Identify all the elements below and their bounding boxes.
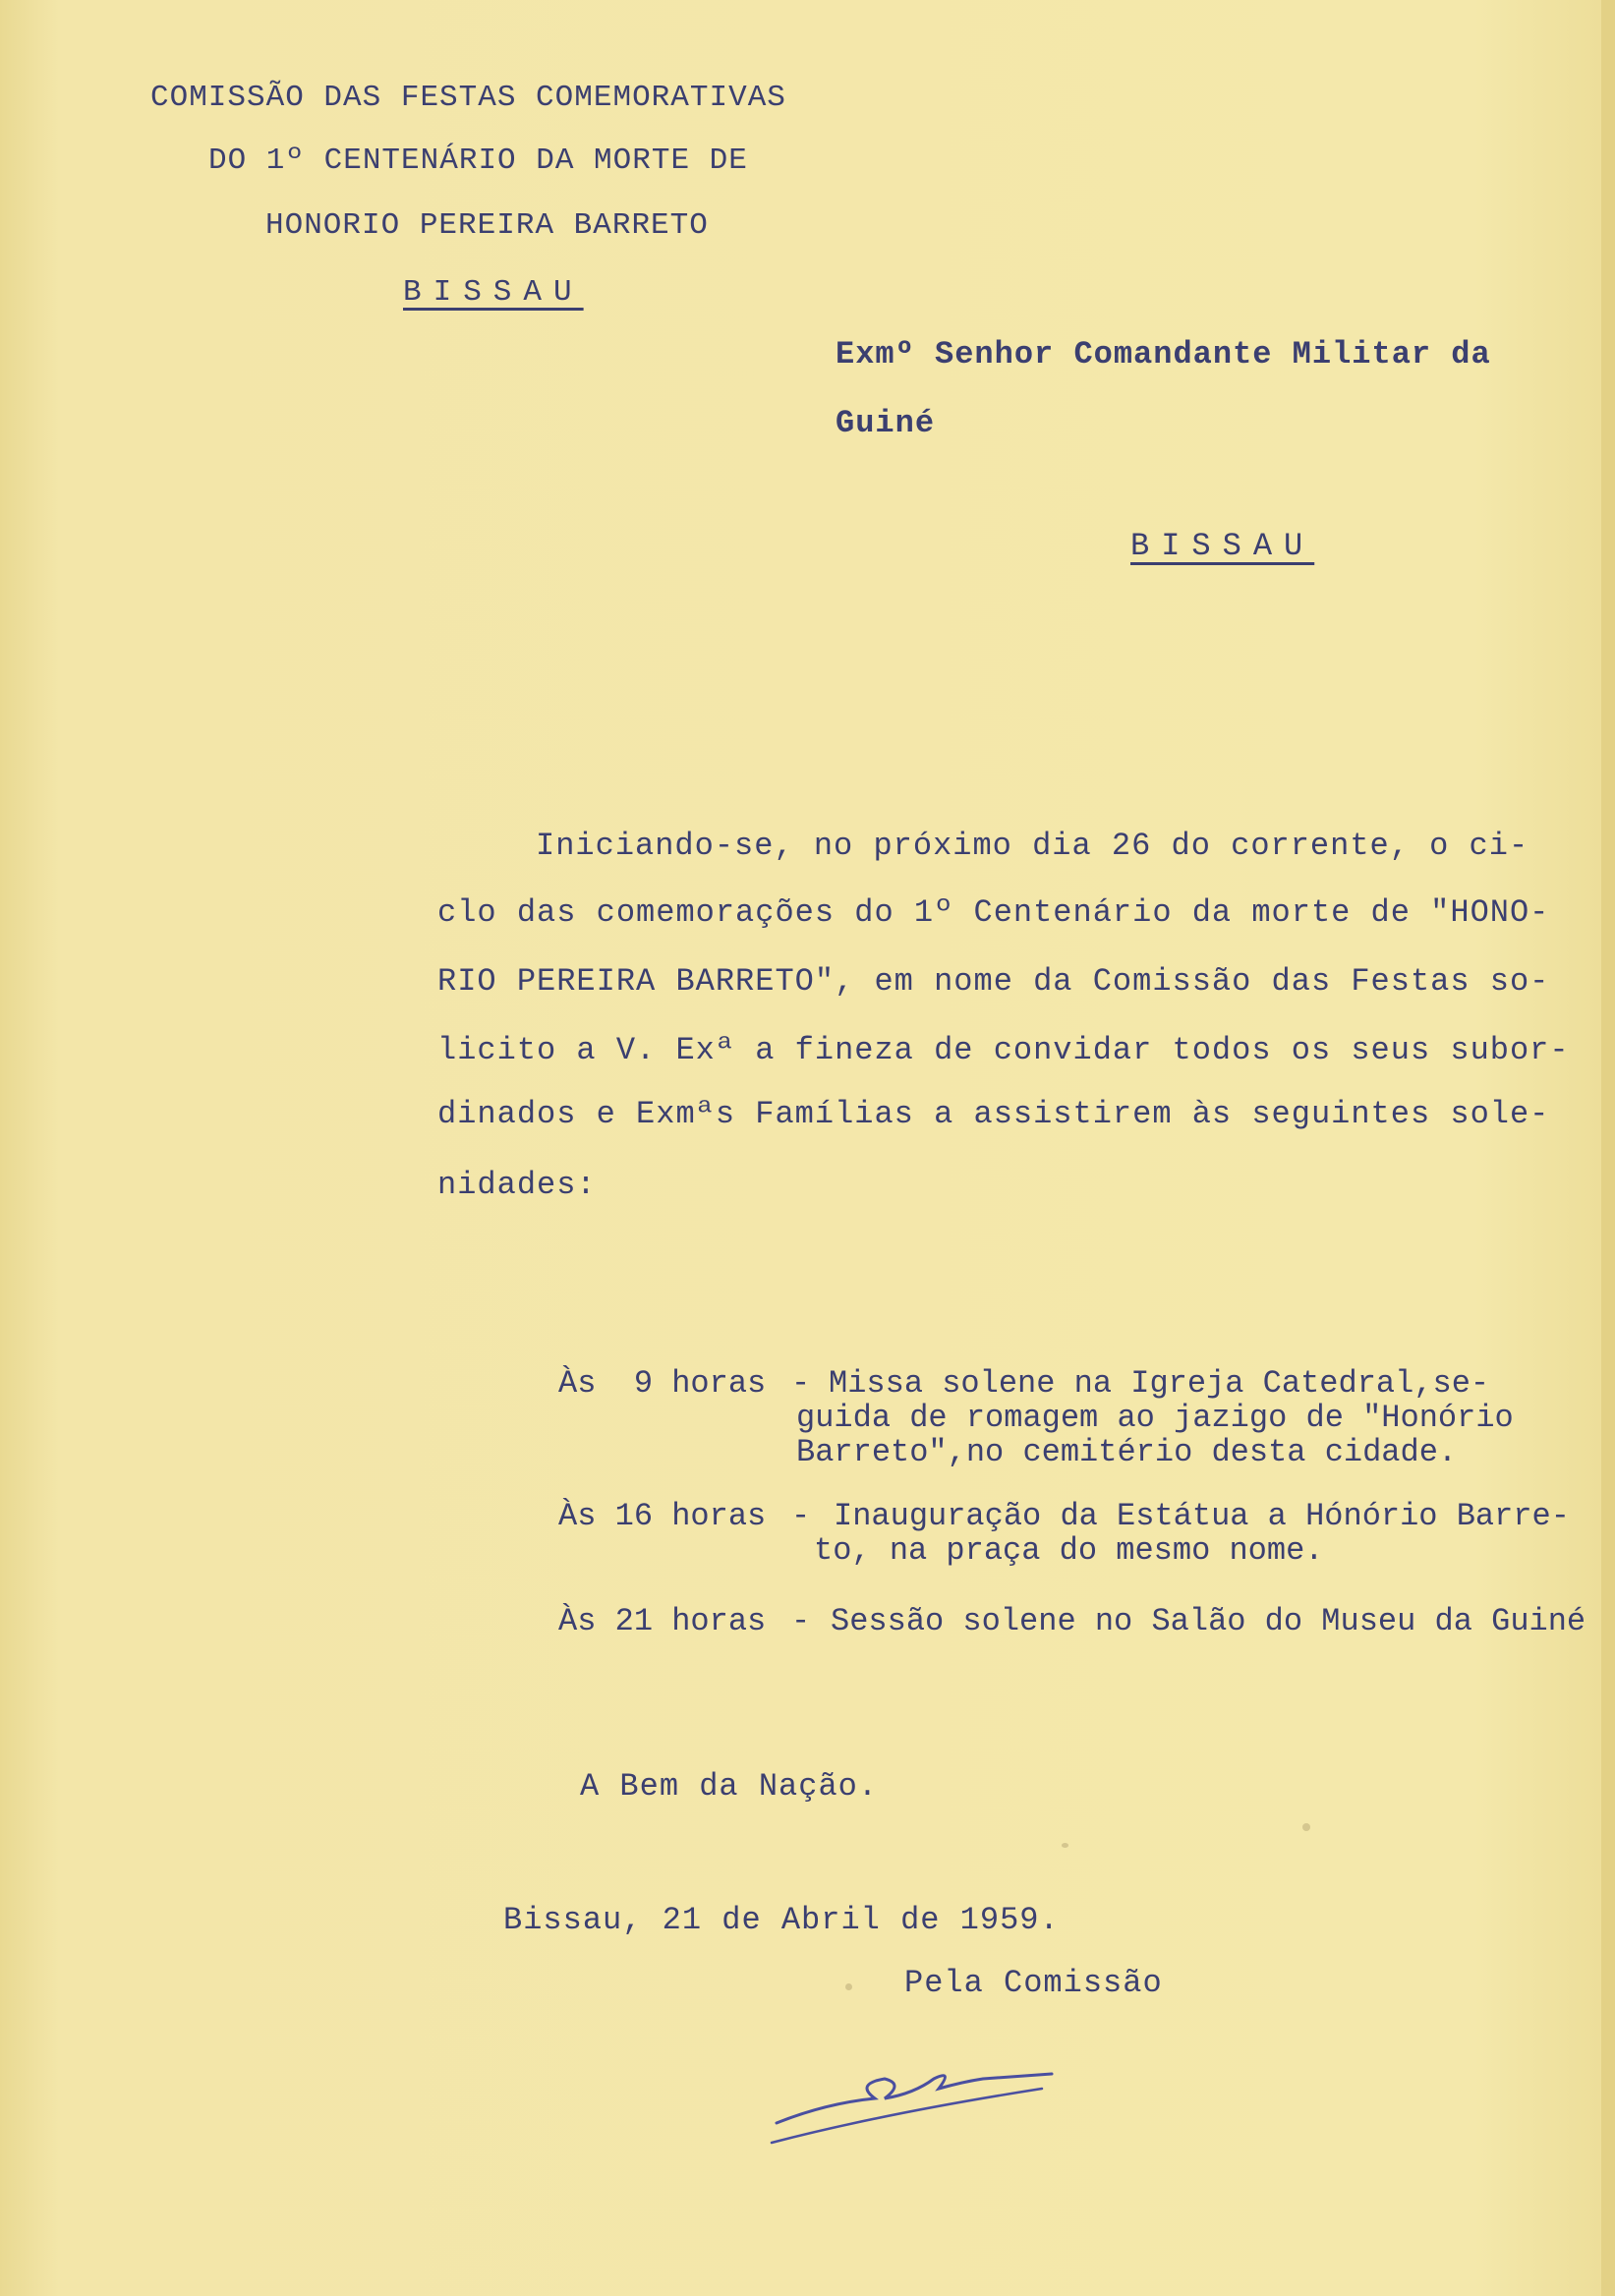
body-line-1: Iniciando-se, no próximo dia 26 do corrente, o ci- [536, 828, 1529, 864]
schedule-desc-1b: guida de romagem ao jazigo de "Honório [796, 1400, 1514, 1436]
schedule-desc-3a: Sessão solene no Salão do Museu da Guiné [831, 1603, 1586, 1639]
header-line-1: COMISSÃO DAS FESTAS COMEMORATIVAS [150, 81, 786, 115]
schedule-time-2: Às 16 horas [558, 1498, 767, 1534]
closing-text: A Bem da Nação. [580, 1768, 879, 1805]
header-line-3: HONORIO PEREIRA BARRETO [265, 208, 709, 243]
addressee-line-2: Guiné [836, 405, 936, 441]
body-line-3: RIO PEREIRA BARRETO", em nome da Comissão das Festas so- [437, 963, 1550, 1000]
schedule-desc-1c: Barreto",no cemitério desta cidade. [796, 1434, 1458, 1470]
paper-speck [1062, 1843, 1068, 1848]
paper-edge [1601, 0, 1615, 2296]
header-city: BISSAU [403, 275, 584, 310]
schedule-desc-2a: Inauguração da Estátua a Hónório Barre- [834, 1498, 1570, 1534]
schedule-desc-2b: to, na praça do mesmo nome. [814, 1532, 1324, 1569]
signature [767, 2044, 1062, 2162]
schedule-dash-1: - [791, 1365, 811, 1402]
header-line-2: DO 1º CENTENÁRIO DA MORTE DE [208, 144, 748, 178]
schedule-dash-3: - [791, 1603, 811, 1639]
addressee-city: BISSAU [1130, 528, 1315, 564]
date-line: Bissau, 21 de Abril de 1959. [503, 1902, 1060, 1938]
body-line-4: licito a V. Exª a fineza de convidar todos os seus subor- [437, 1032, 1570, 1068]
schedule-time-1: Às 9 horas [558, 1365, 767, 1402]
signoff-text: Pela Comissão [904, 1965, 1163, 2001]
schedule-time-3: Às 21 horas [558, 1603, 767, 1639]
paper-speck [845, 1983, 852, 1990]
body-line-2: clo das comemorações do 1º Centenário da morte de "HONO- [437, 894, 1550, 931]
schedule-desc-1a: Missa solene na Igreja Catedral,se- [829, 1365, 1490, 1402]
body-line-5: dinados e Exmªs Famílias a assistirem às seguintes sole- [437, 1096, 1550, 1132]
schedule-dash-2: - [791, 1498, 811, 1534]
paper-speck [1302, 1823, 1310, 1831]
body-line-6: nidades: [437, 1167, 597, 1203]
addressee-line-1: Exmº Senhor Comandante Militar da [836, 336, 1491, 373]
